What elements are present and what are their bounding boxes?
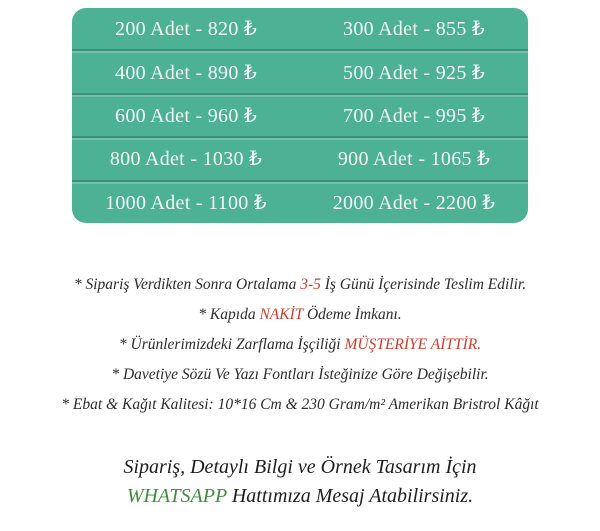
note-line-fonts bbox=[0, 360, 600, 390]
price-cell-right: 700 Adet - 995 ₺ bbox=[343, 105, 485, 128]
price-cell-left: 400 Adet - 890 ₺ bbox=[115, 61, 257, 84]
price-cell-left: 200 Adet - 820 ₺ bbox=[115, 18, 257, 41]
note-text: * Kapıda bbox=[198, 306, 260, 323]
note-line-delivery bbox=[0, 270, 600, 300]
price-cell-left: 1000 Adet - 1100 ₺ bbox=[105, 191, 267, 214]
note-text: Ödeme İmkanı. bbox=[303, 306, 402, 323]
price-cell-right: 2000 Adet - 2200 ₺ bbox=[332, 191, 496, 214]
note-line-paper-quality bbox=[0, 390, 600, 420]
note-line-envelope-labor bbox=[0, 330, 600, 360]
price-cell-left: 800 Adet - 1030 ₺ bbox=[109, 148, 263, 171]
note-highlight: 3-5 bbox=[300, 276, 321, 293]
footer-line-1: Sipariş, Detaylı Bilgi ve Örnek Tasarım İçin bbox=[123, 456, 477, 478]
table-row bbox=[72, 93, 528, 136]
note-text: * Ürünlerimizdeki Zarflama İşçiliği bbox=[118, 336, 345, 353]
note-text: * Davetiye Sözü Ve Yazı Fontları İsteğinize Göre Değişebilir. bbox=[111, 366, 489, 383]
footer-cta bbox=[0, 453, 600, 511]
price-table bbox=[72, 8, 528, 223]
notes-section bbox=[0, 270, 600, 420]
table-row bbox=[72, 49, 528, 92]
whatsapp-highlight: WHATSAPP bbox=[126, 485, 227, 507]
note-text: * Sipariş Verdikten Sonra Ortalama bbox=[73, 276, 301, 293]
table-row bbox=[72, 136, 528, 179]
price-cell-right: 300 Adet - 855 ₺ bbox=[343, 18, 485, 41]
footer-line-2-rest: Hattımıza Mesaj Atabilirsiniz. bbox=[226, 485, 474, 507]
table-row bbox=[72, 180, 528, 223]
footer-line-2 bbox=[0, 482, 600, 511]
note-text: * Ebat & Kağıt Kalitesi: 10*16 Cm & 230 Gram/m² Amerikan Bristrol Kâğıt bbox=[61, 396, 539, 413]
note-highlight: MÜŞTERİYE AİTTİR. bbox=[344, 336, 482, 353]
price-cell-right: 500 Adet - 925 ₺ bbox=[343, 61, 485, 84]
price-cell-right: 900 Adet - 1065 ₺ bbox=[337, 148, 491, 171]
note-highlight: NAKİT bbox=[259, 306, 304, 323]
price-cell-left: 600 Adet - 960 ₺ bbox=[115, 105, 257, 128]
note-line-payment bbox=[0, 300, 600, 330]
note-text: İş Günü İçerisinde Teslim Edilir. bbox=[320, 276, 527, 293]
table-row bbox=[72, 8, 528, 49]
